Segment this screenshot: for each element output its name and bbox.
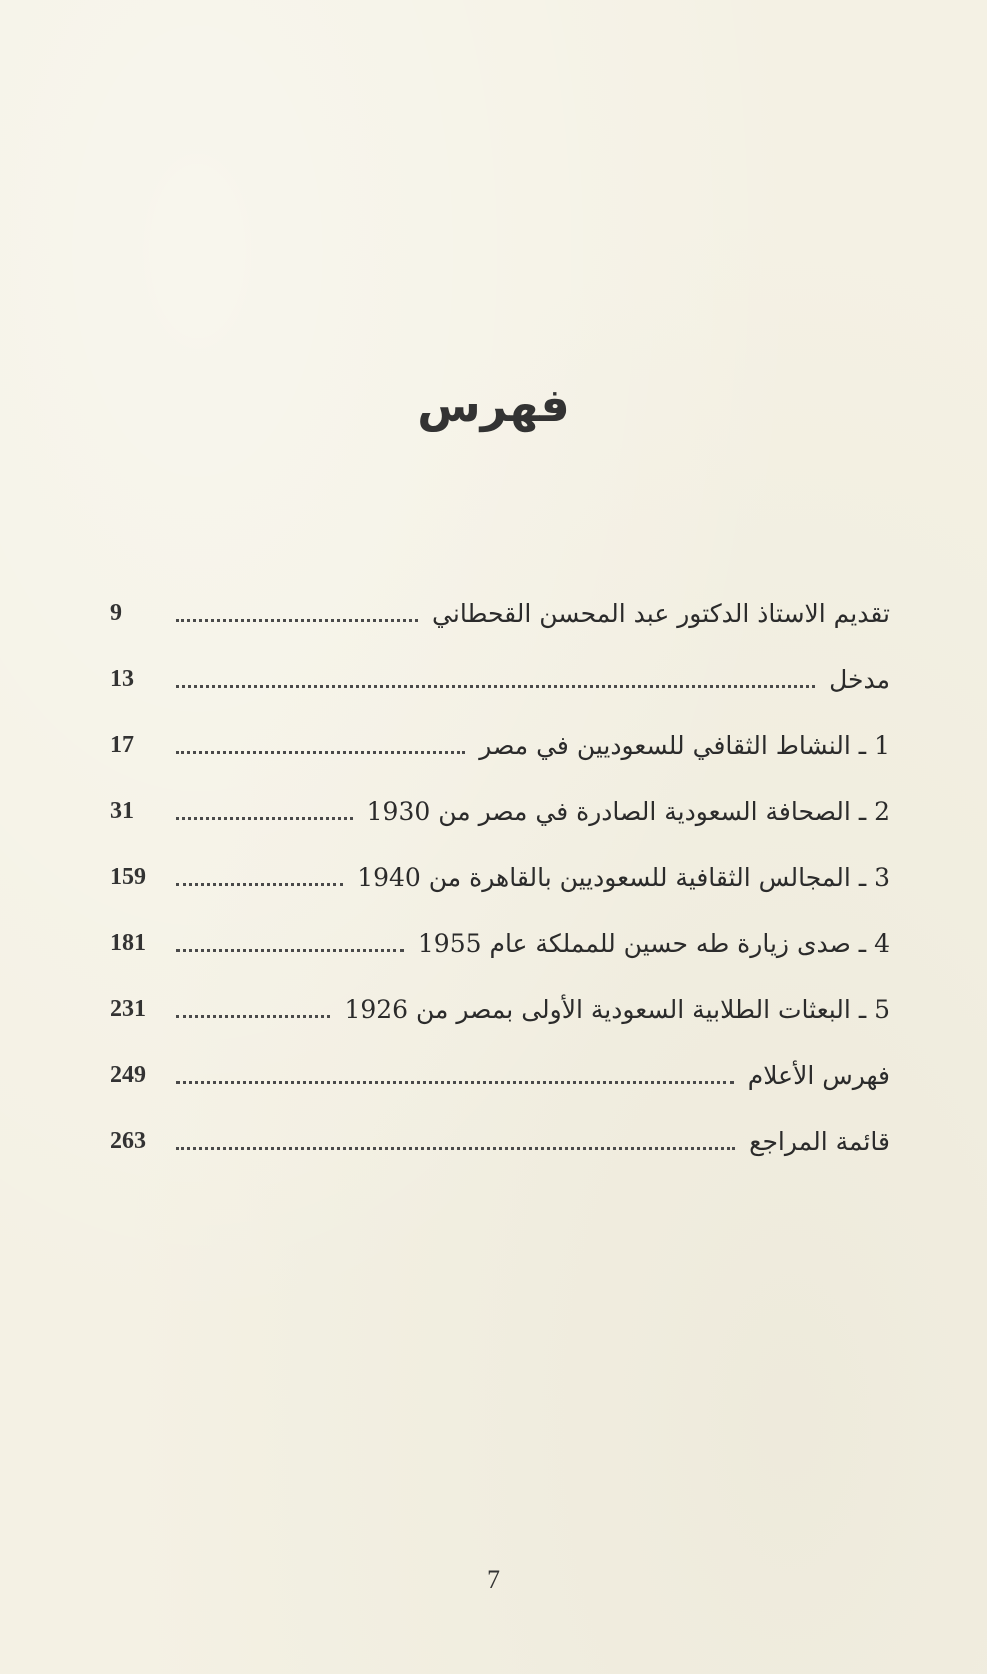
toc-entry-title: 5 ـ البعثات الطلابية السعودية الأولى بمصر من 1926 [344, 994, 890, 1024]
toc-entry [110, 1108, 890, 1174]
toc-entry-page: 31 [110, 797, 134, 824]
dot-leader [176, 1015, 330, 1018]
page-title: فهرس [417, 378, 570, 432]
dot-leader [176, 685, 815, 688]
toc-entry-title: تقديم الاستاذ الدكتور عبد المحسن القحطاني [432, 598, 890, 628]
toc-entry-page: 13 [110, 665, 134, 692]
toc-entry-page: 249 [110, 1061, 146, 1088]
toc-entry [110, 712, 890, 778]
dot-leader [176, 619, 418, 622]
toc-entry-title: قائمة المراجع [749, 1126, 890, 1156]
dot-leader [176, 751, 465, 754]
toc-entry-title: مدخل [829, 664, 890, 694]
toc-entry-title: فهرس الأعلام [747, 1060, 890, 1090]
toc-entry [110, 646, 890, 712]
toc-entry [110, 778, 890, 844]
toc-entry-title: 1 ـ النشاط الثقافي للسعوديين في مصر [479, 730, 890, 760]
toc-entry [110, 580, 890, 646]
dot-leader [176, 817, 353, 820]
toc-entry-title: 3 ـ المجالس الثقافية للسعوديين بالقاهرة من 1940 [357, 862, 890, 892]
toc-entry [110, 1042, 890, 1108]
toc-entry-page: 9 [110, 599, 122, 626]
toc-entry [110, 976, 890, 1042]
toc-entry-page: 17 [110, 731, 134, 758]
toc-entry-title: 2 ـ الصحافة السعودية الصادرة في مصر من 1930 [366, 796, 890, 826]
dot-leader [176, 883, 343, 886]
table-of-contents [110, 580, 890, 1174]
toc-entry-page: 159 [110, 863, 146, 890]
toc-entry-page: 263 [110, 1127, 146, 1154]
page-number: 7 [487, 1565, 500, 1594]
toc-entry-title: 4 ـ صدى زيارة طه حسين للمملكة عام 1955 [417, 928, 890, 958]
dot-leader [176, 949, 404, 952]
toc-entry [110, 844, 890, 910]
toc-entry-page: 181 [110, 929, 146, 956]
toc-entry [110, 910, 890, 976]
dot-leader [176, 1147, 735, 1150]
dot-leader [176, 1081, 734, 1084]
toc-entry-page: 231 [110, 995, 146, 1022]
